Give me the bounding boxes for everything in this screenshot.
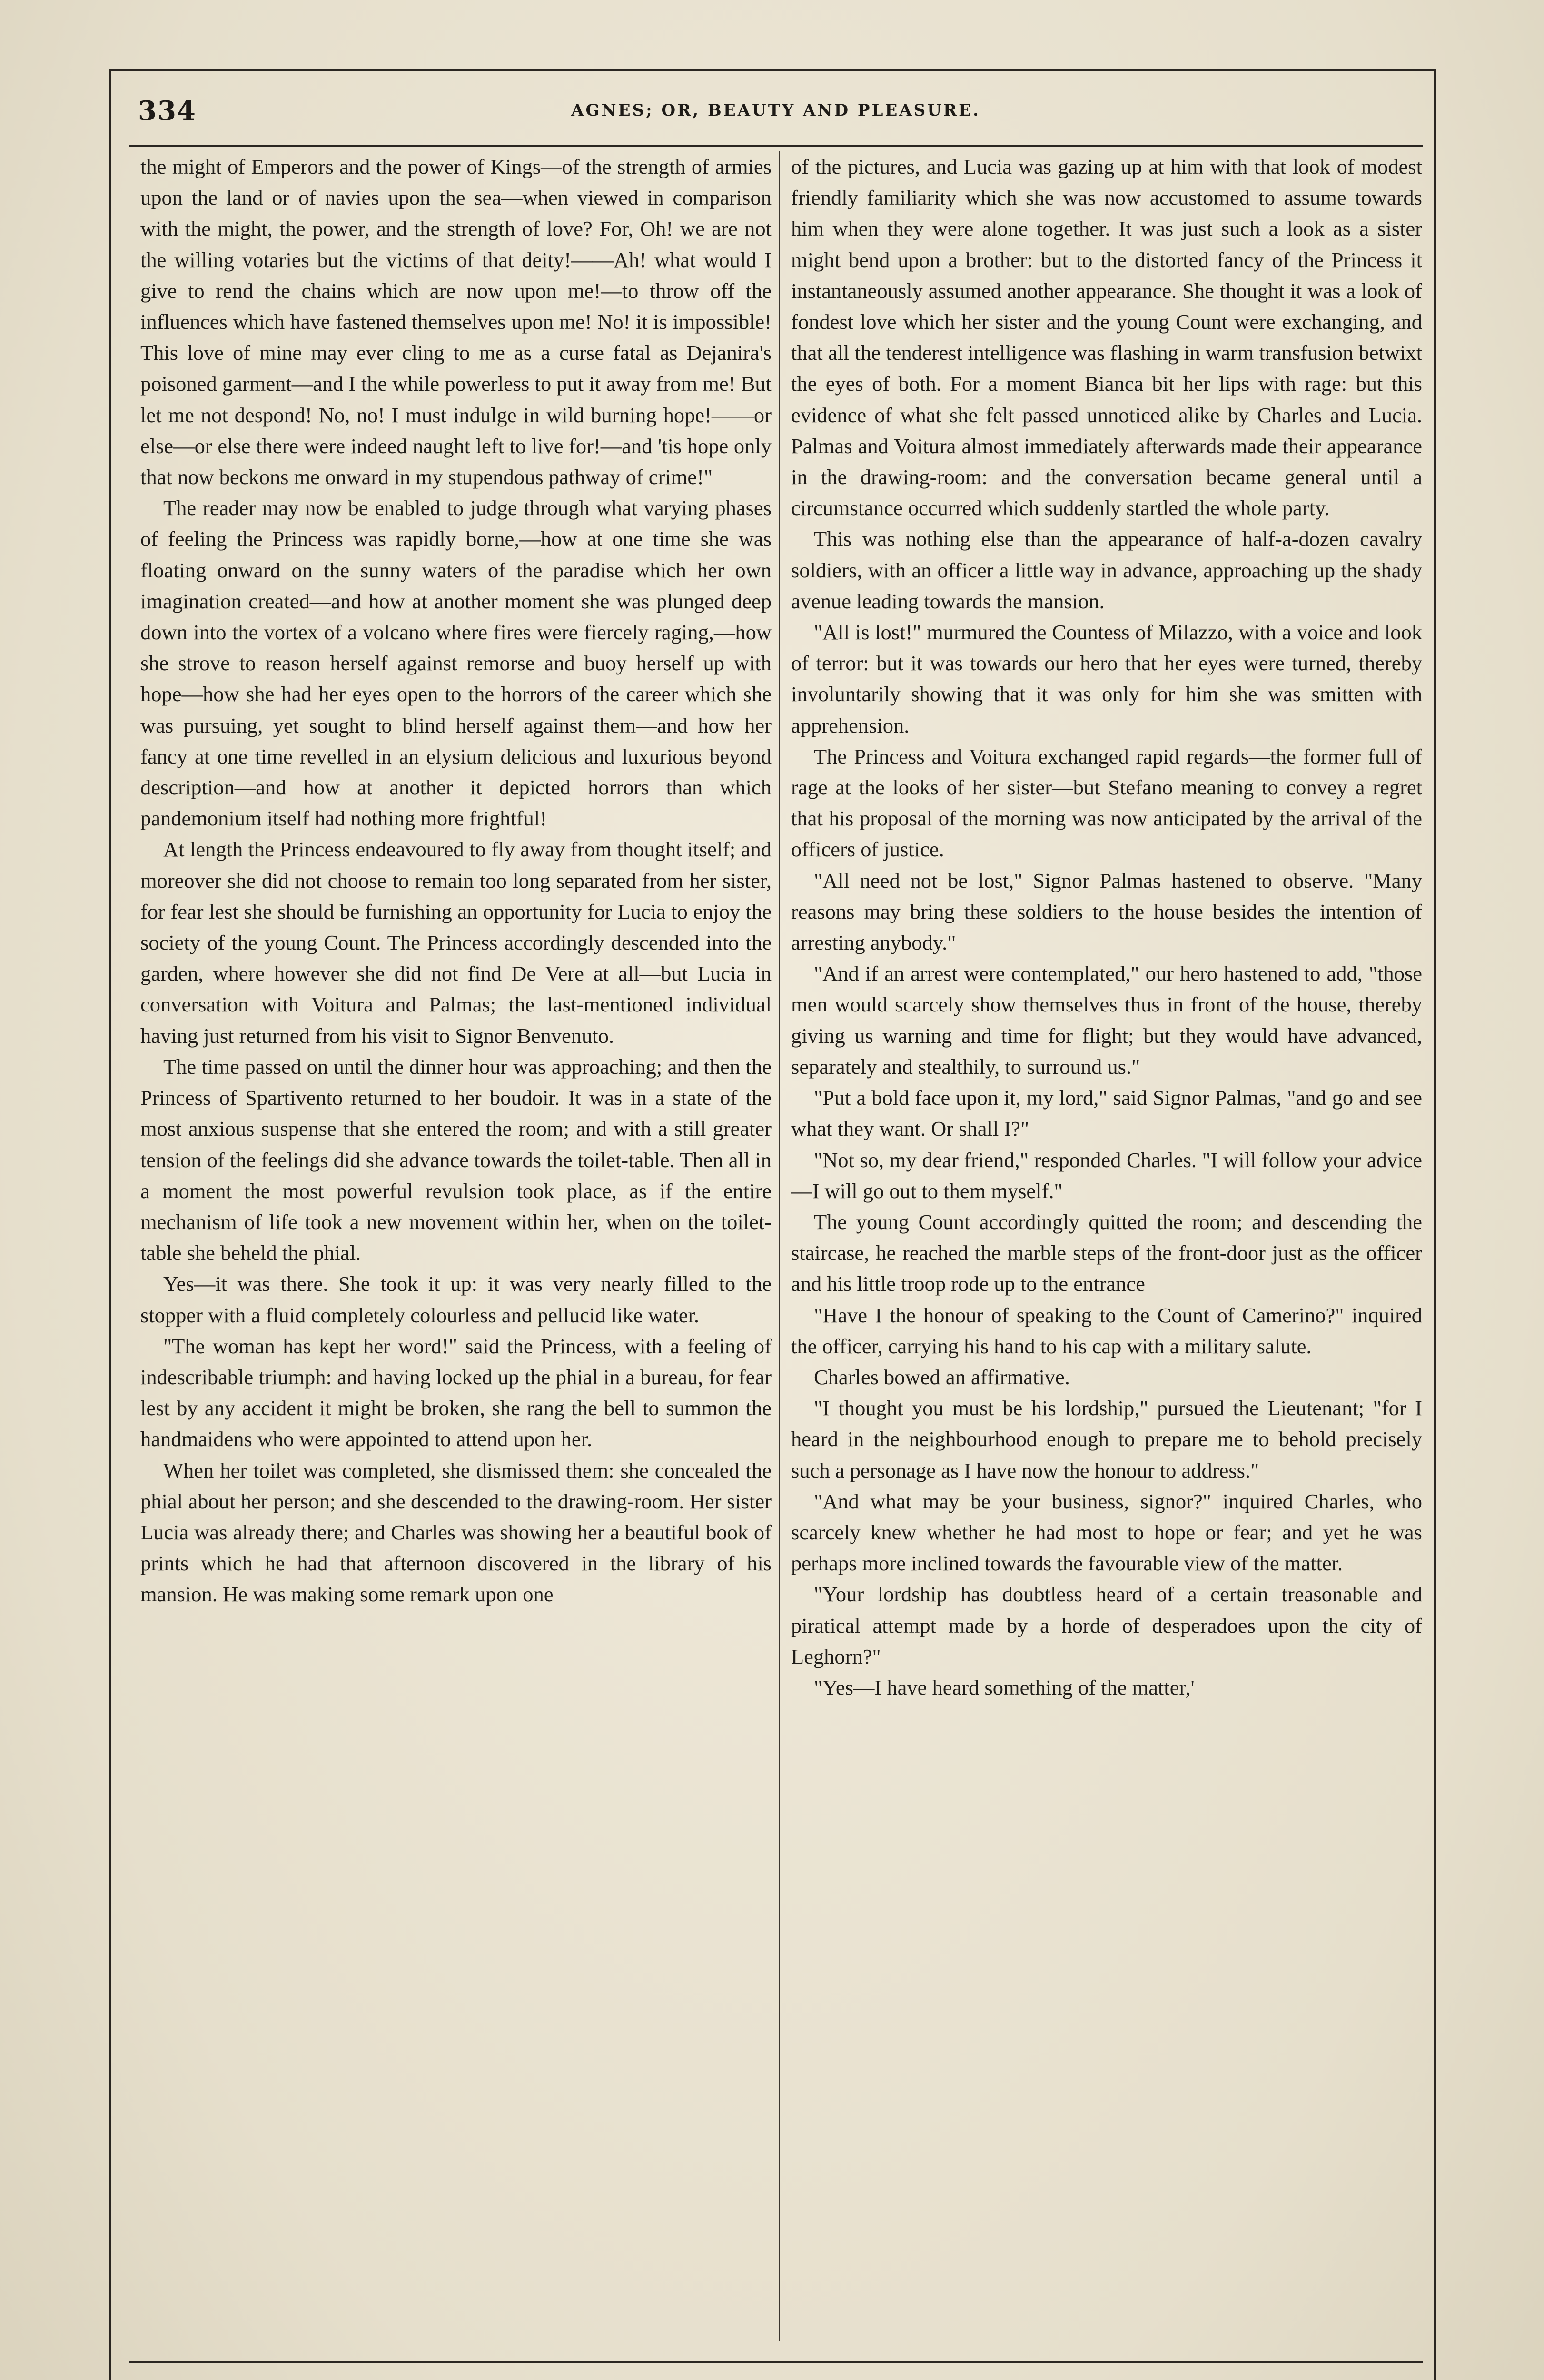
paragraph: "And if an arrest were contemplated," our hero hastened to add, "those men would scarcely show themselves thus in front of the house, thereby giving us warning and time for flight; but they would have advanced, separately and stealthily, to surround us." <box>791 962 1422 1079</box>
header-rule <box>129 145 1423 147</box>
paragraph: The Princess and Voitura exchanged rapid regards—the former full of rage at the looks of her sister—but Stefano meaning to convey a regret that his proposal of the morning was now anticipated by the arrival of the officers of justice. <box>791 744 1422 862</box>
paragraph: "Have I the honour of speaking to the Count of Camerino?" inquired the officer, carrying his hand to his cap with a military salute. <box>791 1303 1422 1358</box>
page-header <box>129 90 1423 143</box>
right-column <box>791 151 1422 2346</box>
paragraph: Charles bowed an affirmative. <box>814 1365 1070 1389</box>
paragraph: The young Count accordingly quitted the room; and descending the staircase, he reached the marble steps of the front-door just as the officer and his little troop rode up to the entrance <box>791 1210 1422 1296</box>
paragraph: Yes—it was there. She took it up: it was very nearly filled to the stopper with a fluid completely colourless and pellucid like water. <box>140 1272 772 1327</box>
paragraph: The time passed on until the dinner hour was approaching; and then the Princess of Spartivento returned to her boudoir. It was in a state of the most anxious suspense that she entered the room; and with a still greater tension of the feelings did she advance towards the toilet-table. Then all in a moment the most powerful revulsion took place, as if the entire mechanism of life took a new movement within her, when on the toilet-table she beheld the phial. <box>140 1054 772 1265</box>
left-column <box>140 151 772 2346</box>
paragraph: At length the Princess endeavoured to fly away from thought itself; and moreover she did not choose to remain too long separated from her sister, for fear lest she should be furnishing an opportunity for Lucia to enjoy the society of the young Count. The Princess accordingly descended into the garden, where however she did not find De Vere at all—but Lucia in conversation with Voitura and Palmas; the last-mentioned individual having just returned from his visit to Signor Benvenuto. <box>140 837 772 1048</box>
paragraph: "All need not be lost," Signor Palmas hastened to observe. "Many reasons may bring these soldiers to the house besides the intention of arresting anybody." <box>791 868 1422 955</box>
paragraph: The reader may now be enabled to judge through what varying phases of feeling the Princess was rapidly borne,—how at one time she was floating onward on the sunny waters of the paradise which her own imagination created—and how at another moment she was plunged deep down into the vortex of a volcano where fires were fiercely raging,—how she strove to reason herself against remorse and buoy herself up with hope—how she had her eyes open to the horrors of the career which she was pursuing, yet sought to blind herself against them—and how her fancy at one time revelled in an elysium delicious and luxurious beyond description—and how at another it depicted horrors than which pandemonium itself had nothing more frightful! <box>140 496 772 831</box>
paragraph: "I thought you must be his lordship," pursued the Lieutenant; "for I heard in the neighbourhood enough to prepare me to behold precisely such a personage as I have now the honour to address." <box>791 1396 1422 1482</box>
running-title: AGNES; OR, BEAUTY AND PLEASURE. <box>571 101 980 120</box>
paragraph: "All is lost!" murmured the Countess of Milazzo, with a voice and look of terror: but it was towards our hero that her eyes were turned, thereby involuntarily showing that it was only for him she was smitten with apprehension. <box>791 620 1422 737</box>
paragraph: of the pictures, and Lucia was gazing up at him with that look of modest friendly familiarity which she was now accustomed to assume towards him when they were alone together. It was just such a look as a sister might bend upon a brother: but to the distorted fancy of the Princess it instantaneously assumed another appearance. She thought it was a look of fondest love which her sister and the young Count were exchanging, and that all the tenderest intelligence was flashing in warm transfusion betwixt the eyes of both. For a moment Bianca bit her lips with rage: but this evidence of what she felt passed unnoticed alike by Charles and Lucia. Palmas and Voitura almost immediately afterwards made their appearance in the drawing-room: and the conversation became general until a circumstance occurred which suddenly startled the whole party. <box>791 155 1422 520</box>
paragraph: "Your lordship has doubtless heard of a certain treasonable and piratical attempt made by a horde of desperadoes upon the city of Leghorn?" <box>791 1582 1422 1668</box>
footer-rule <box>129 2361 1423 2363</box>
column-divider <box>779 151 780 2341</box>
paragraph: When her toilet was completed, she dismissed them: she concealed the phial about her person; and she descended to the drawing-room. Her sister Lucia was already there; and Charles was showing her a beautiful book of prints which he had that afternoon discovered in the library of his mansion. He was making some remark upon one <box>140 1458 772 1606</box>
page-number: 334 <box>138 95 197 127</box>
paragraph: "Yes—I have heard something of the matter,' <box>814 1675 1195 1699</box>
paragraph: This was nothing else than the appearance of half-a-dozen cavalry soldiers, with an officer a little way in advance, approaching up the shady avenue leading towards the mansion. <box>791 527 1422 613</box>
paragraph: "And what may be your business, signor?" inquired Charles, who scarcely knew whether he had most to hope or fear; and yet he was perhaps more inclined towards the favourable view of the matter. <box>791 1489 1422 1576</box>
paragraph: "The woman has kept her word!" said the Princess, with a feeling of indescribable triumph: and having locked up the phial in a bureau, for fear lest by any accident it might be broken, she rang the bell to summon the handmaidens who were appointed to attend upon her. <box>140 1334 772 1451</box>
paragraph: the might of Emperors and the power of Kings—of the strength of armies upon the land or of navies upon the sea—when viewed in comparison with the might, the power, and the strength of love? For, Oh! we are not the willing votaries but the victims of that deity!——Ah! what would I give to rend the chains which are now upon me!—to throw off the influences which have fastened themselves upon me! No! it is impossible! This love of mine may ever cling to me as a curse fatal as Dejanira's poisoned garment—and I the while powerless to put it away from me! But let me not despond! No, no! I must indulge in wild burning hope!——or else—or else there were indeed naught left to live for!—and 'tis hope only that now beckons me onward in my stupendous pathway of crime!" <box>140 155 772 489</box>
paragraph: "Put a bold face upon it, my lord," said Signor Palmas, "and go and see what they want. Or shall I?" <box>791 1086 1422 1141</box>
paragraph: "Not so, my dear friend," responded Charles. "I will follow your advice—I will go out to them myself." <box>791 1148 1422 1203</box>
